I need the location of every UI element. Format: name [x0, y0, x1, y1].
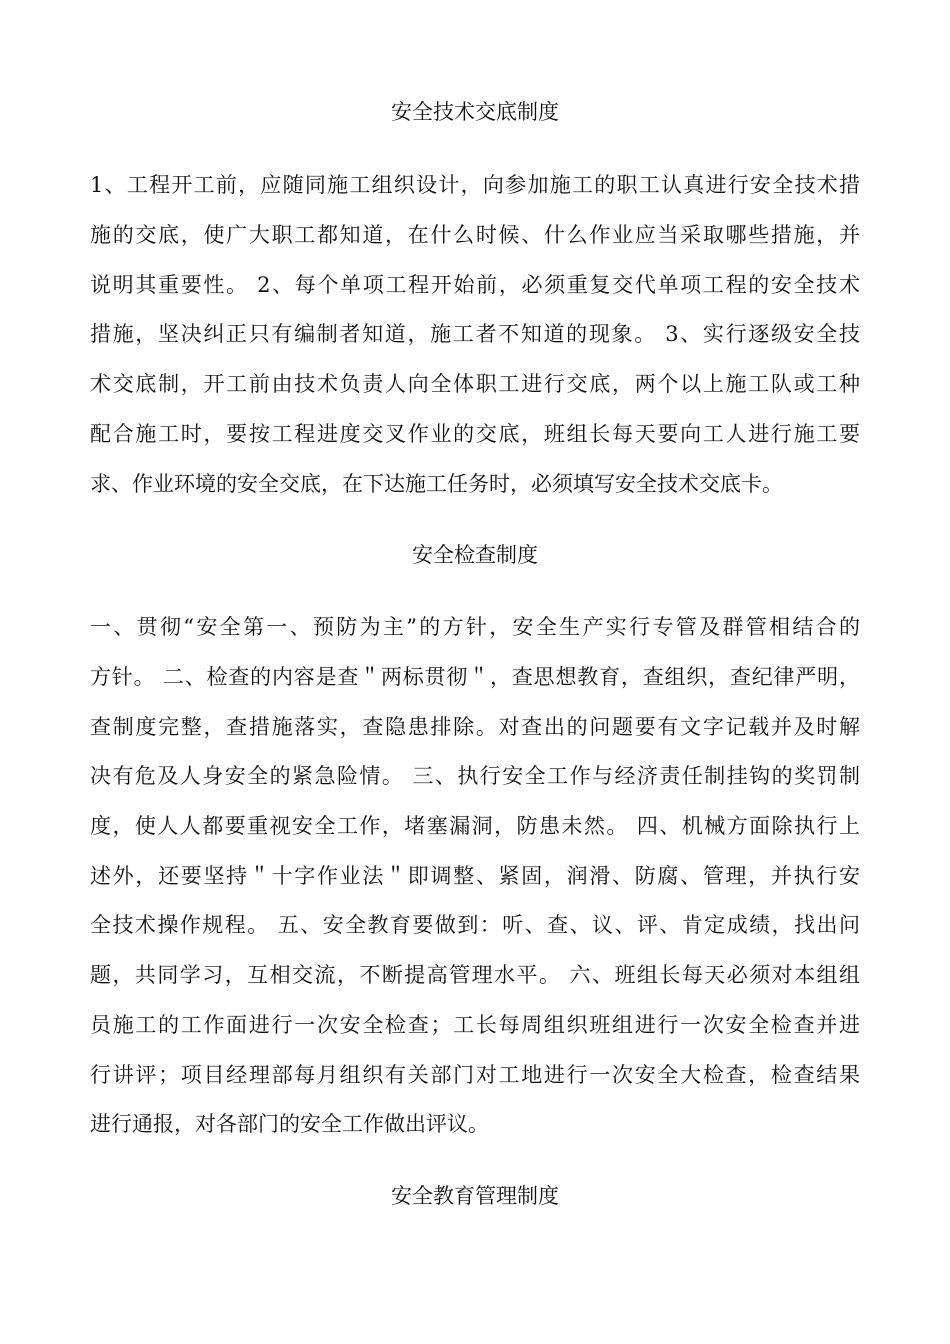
paragraph-line: 求、作业环境的安全交底，在下达施工任务时，必须填写安全技术交底卡。: [90, 472, 783, 496]
paragraph-line: 措施，坚决纠正只有编制者知道，施工者不知道的现象。 3、实行逐级安全技: [90, 322, 860, 346]
paragraph-line: 述外，还要坚持＂十字作业法＂即调整、紧固，润滑、防腐、管理，并执行安: [90, 864, 860, 888]
section-title-technical-briefing: 安全技术交底制度: [391, 100, 559, 124]
paragraph-line: 说明其重要性。 2、每个单项工程开始前，必须重复交代单项工程的安全技术: [90, 273, 860, 297]
section-title-safety-education: 安全教育管理制度: [391, 1184, 559, 1208]
section-title-safety-inspection: 安全检查制度: [412, 543, 538, 567]
paragraph-line: 施的交底，使广大职工都知道，在什么时候、什么作业应当采取哪些措施，并: [90, 223, 860, 247]
paragraph-line: 决有危及人身安全的紧急险情。 三、执行安全工作与经济责任制挂钩的奖罚制: [90, 764, 860, 788]
paragraph-line: 术交底制，开工前由技术负责人向全体职工进行交底，两个以上施工队或工种: [90, 372, 860, 396]
paragraph-line: 一、贯彻“安全第一、预防为主”的方针，安全生产实行专管及群管相结合的: [90, 615, 860, 639]
paragraph-line: 度，使人人都要重视安全工作，堵塞漏洞，防患未然。 四、机械方面除执行上: [90, 814, 860, 838]
paragraph-line: 题，共同学习，互相交流，不断提高管理水平。 六、班组长每天必须对本组组: [90, 963, 860, 987]
paragraph-line: 方针。 二、检查的内容是查＂两标贯彻＂，查思想教育，查组织，查纪律严明，: [90, 665, 860, 689]
paragraph-line: 进行通报，对各部门的安全工作做出评议。: [90, 1112, 489, 1136]
paragraph-line: 查制度完整，查措施落实，查隐患排除。对查出的问题要有文字记载并及时解: [90, 715, 860, 739]
paragraph-line: 员施工的工作面进行一次安全检查；工长每周组织班组进行一次安全检查并进: [90, 1013, 860, 1037]
paragraph-line: 行讲评；项目经理部每月组织有关部门对工地进行一次安全大检查，检查结果: [90, 1063, 860, 1087]
paragraph-line: 1、工程开工前，应随同施工组织设计，向参加施工的职工认真进行安全技术措: [90, 173, 860, 197]
paragraph-line: 全技术操作规程。 五、安全教育要做到：听、查、议、评、肯定成绩，找出问: [90, 913, 860, 937]
paragraph-line: 配合施工时，要按工程进度交叉作业的交底，班组长每天要向工人进行施工要: [90, 422, 860, 446]
